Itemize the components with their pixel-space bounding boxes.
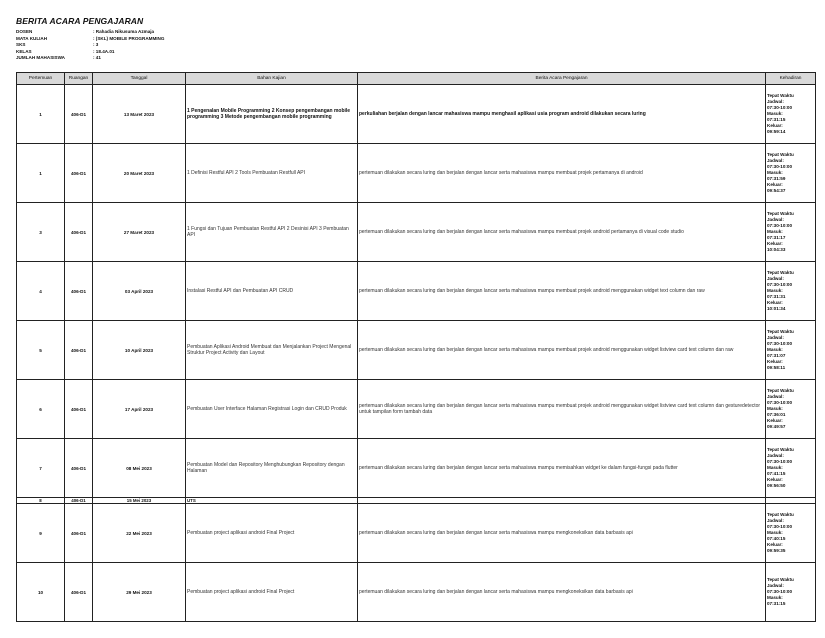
attendance-line: Tepat Waktu xyxy=(767,211,794,217)
page-title: BERITA ACARA PENGAJARAN xyxy=(16,16,144,26)
attendance-line: Masuk: xyxy=(767,530,783,536)
cell-kehadiran xyxy=(766,321,816,380)
cell-pertemuan: 8 xyxy=(17,498,65,504)
table-body xyxy=(17,85,816,622)
info-label: MATA KULIAH xyxy=(16,35,48,41)
cell-berita-acara: pertemuan dilakukan secara luring dan berjalan dengan lancar serta mahasiswa mampu membuat projek pertamanya di android xyxy=(358,144,766,203)
cell-tanggal: 27 Maret 2023 xyxy=(93,203,186,262)
attendance-line: 09:56:50 xyxy=(767,482,786,488)
attendance-line: Masuk: xyxy=(767,111,783,117)
attendance-line: 07:31:07 xyxy=(767,352,786,358)
cell-bahan-kajian: Pembuatan project aplikasi android Final Project xyxy=(186,504,358,563)
cell-tanggal: 15 Mei 2023 xyxy=(93,498,186,504)
attendance-line: Tepat Waktu xyxy=(767,447,794,453)
cell-bahan-kajian: 1 Definisi Restful API 2 Tools Pembuatan Restfull API xyxy=(186,144,358,203)
attendance-line: Keluar: xyxy=(767,240,783,246)
cell-tanggal: 03 April 2023 xyxy=(93,262,186,321)
info-label: JUMLAH MAHASISWA xyxy=(16,55,65,61)
info-value: : 41 xyxy=(93,55,101,61)
info-row-dosen xyxy=(16,29,164,36)
attendance-line: Tepat Waktu xyxy=(767,93,794,99)
column-header-kehadiran: Kehadiran xyxy=(766,73,816,85)
attendance-line: 07:30-10:00 xyxy=(767,524,793,530)
attendance-line: 10:01:34 xyxy=(767,305,786,311)
attendance-line: Tepat Waktu xyxy=(767,270,794,276)
cell-bahan-kajian: UTS xyxy=(186,498,358,504)
cell-bahan-kajian: Instalasi Restful API dan Pembuatan API CRUD xyxy=(186,262,358,321)
cell-pertemuan: 7 xyxy=(17,439,65,498)
column-header-bahan-kajian: Bahan Kajian xyxy=(186,73,358,85)
column-header-pertemuan: Pertemuan xyxy=(17,73,65,85)
info-row-sks xyxy=(16,42,164,49)
cell-tanggal: 17 April 2023 xyxy=(93,380,186,439)
cell-kehadiran xyxy=(766,85,816,144)
column-header-berita-acara: Berita Acara Pengajaran xyxy=(358,73,766,85)
cell-ruangan: 406-D1 xyxy=(65,203,93,262)
attendance-line: 07:30-10:00 xyxy=(767,282,793,288)
attendance-line: Keluar: xyxy=(767,476,783,482)
info-label: DOSEN xyxy=(16,29,33,34)
cell-pertemuan: 10 xyxy=(17,563,65,622)
cell-bahan-kajian: Pembuatan User Interface Halaman Registrasi Login dan CRUD Produk xyxy=(186,380,358,439)
cell-pertemuan: 1 xyxy=(17,144,65,203)
cell-ruangan: 406-D1 xyxy=(65,504,93,563)
attendance-line: Keluar: xyxy=(767,299,783,305)
attendance-line: 07:40:15 xyxy=(767,535,786,541)
info-label: SKS xyxy=(16,42,26,48)
attendance-line: 07:30-10:00 xyxy=(767,105,793,111)
info-row-mata-kuliah xyxy=(16,36,164,43)
attendance-line: Tepat Waktu xyxy=(767,577,794,583)
table-row xyxy=(17,144,816,203)
attendance-line: 07:30-10:00 xyxy=(767,459,793,465)
attendance-line: Jadwal: xyxy=(767,158,784,164)
attendance-line: Keluar: xyxy=(767,122,783,128)
cell-pertemuan: 6 xyxy=(17,380,65,439)
cell-kehadiran xyxy=(766,262,816,321)
table-row xyxy=(17,380,816,439)
attendance-line: 09:59:14 xyxy=(767,128,786,134)
attendance-line: Masuk: xyxy=(767,347,783,353)
attendance-line: Keluar: xyxy=(767,417,783,423)
attendance-line: 07:31:59 xyxy=(767,175,786,181)
attendance-line: Jadwal: xyxy=(767,394,784,400)
attendance-line: 07:30-10:00 xyxy=(767,589,793,595)
attendance-line: Jadwal: xyxy=(767,583,784,589)
attendance-line: Masuk: xyxy=(767,465,783,471)
cell-pertemuan: 3 xyxy=(17,203,65,262)
table-row xyxy=(17,504,816,563)
attendance-line: Masuk: xyxy=(767,229,783,235)
attendance-line: 07:30-10:00 xyxy=(767,341,793,347)
cell-bahan-kajian: 1 Fungsi dan Tujuan Pembuatan Restful API 2 Desinisi API 3 Pembuatan API xyxy=(186,203,358,262)
attendance-line: Masuk: xyxy=(767,170,783,176)
attendance-line: 07:36:01 xyxy=(767,411,786,417)
attendance-line: Tepat Waktu xyxy=(767,152,794,158)
cell-pertemuan: 4 xyxy=(17,262,65,321)
attendance-line: 09:49:57 xyxy=(767,423,786,429)
attendance-line: 07:30-10:00 xyxy=(767,223,793,229)
info-value: : 3 xyxy=(93,42,99,48)
cell-tanggal: 29 Mei 2023 xyxy=(93,563,186,622)
attendance-line: 07:41:15 xyxy=(767,470,786,476)
attendance-line: 07:31:31 xyxy=(767,293,786,299)
info-value: : 18.4A.01 xyxy=(93,48,115,54)
cell-kehadiran xyxy=(766,563,816,622)
cell-berita-acara: pertemuan dilakukan secara luring dan berjalan dengan lancar serta mahasiswa mampu mengkoneksikan data barbasis api xyxy=(358,504,766,563)
attendance-line: 07:30-10:00 xyxy=(767,400,793,406)
cell-pertemuan: 9 xyxy=(17,504,65,563)
table-row xyxy=(17,563,816,622)
attendance-line: Keluar: xyxy=(767,358,783,364)
cell-tanggal: 20 Maret 2023 xyxy=(93,144,186,203)
cell-berita-acara: perkuliahan berjalan dengan lancar mahasiswa mampu menghasil aplikasi usia program android dilakukan secara luring xyxy=(358,85,766,144)
cell-berita-acara: pertemuan dilakukan secara luring dan berjalan dengan lancar serta mahasiswa mampu memisahkan widget ke dalam fungsi-fungsi pada flutter xyxy=(358,439,766,498)
table-row xyxy=(17,203,816,262)
cell-ruangan: 406-D1 xyxy=(65,498,93,504)
column-header-tanggal: Tanggal xyxy=(93,73,186,85)
cell-berita-acara: pertemuan dilakukan secara luring dan berjalan dengan lancar serta mahasiswa mampu membuat projek android menggunakan widget listview card text column dan raw xyxy=(358,321,766,380)
table-row xyxy=(17,439,816,498)
cell-ruangan: 406-D1 xyxy=(65,85,93,144)
cell-bahan-kajian: Pembuatan Aplikasi Android Membuat dan Menjalankan Project Mengenal Struktur Project Activity dan Layout xyxy=(186,321,358,380)
attendance-line: Keluar: xyxy=(767,181,783,187)
attendance-line: 07:31:17 xyxy=(767,234,786,240)
cell-kehadiran xyxy=(766,203,816,262)
attendance-line: 07:31:15 xyxy=(767,116,786,122)
cell-berita-acara: pertemuan dilakukan secara luring dan berjalan dengan lancar serta mahasiswa mampu mengkoneksikan data barbasis api xyxy=(358,563,766,622)
attendance-line: Jadwal: xyxy=(767,518,784,524)
table-row xyxy=(17,321,816,380)
cell-tanggal: 22 Mei 2023 xyxy=(93,504,186,563)
attendance-line: Masuk: xyxy=(767,406,783,412)
attendance-line: Jadwal: xyxy=(767,335,784,341)
table-header-row xyxy=(17,73,816,85)
attendance-line: 09:59:35 xyxy=(767,547,786,553)
cell-kehadiran xyxy=(766,380,816,439)
cell-kehadiran xyxy=(766,504,816,563)
cell-pertemuan: 5 xyxy=(17,321,65,380)
cell-berita-acara: pertemuan dilakukan secara luring dan berjalan dengan lancar serta mahasiswa mampu membuat projek android pertamanya di visual code studio xyxy=(358,203,766,262)
attendance-line: Masuk: xyxy=(767,288,783,294)
info-label: KELAS xyxy=(16,48,32,54)
attendance-line: 07:30-10:00 xyxy=(767,164,793,170)
cell-ruangan: 406-D1 xyxy=(65,262,93,321)
attendance-line: 09:58:11 xyxy=(767,364,786,370)
info-value: : (SKL) MOBILE PROGRAMMING xyxy=(93,35,165,41)
attendance-line: Tepat Waktu xyxy=(767,388,794,394)
cell-tanggal: 10 April 2023 xyxy=(93,321,186,380)
cell-ruangan: 406-D1 xyxy=(65,144,93,203)
cell-pertemuan: 1 xyxy=(17,85,65,144)
attendance-line: 09:54:37 xyxy=(767,187,786,193)
cell-ruangan: 406-D1 xyxy=(65,439,93,498)
info-row-jumlah-mahasiswa xyxy=(16,55,164,62)
attendance-line: Tepat Waktu xyxy=(767,329,794,335)
cell-tanggal: 13 Maret 2023 xyxy=(93,85,186,144)
cell-kehadiran xyxy=(766,144,816,203)
attendance-line: 10:04:33 xyxy=(767,246,786,252)
cell-kehadiran xyxy=(766,439,816,498)
cell-ruangan: 406-D1 xyxy=(65,563,93,622)
attendance-line: Jadwal: xyxy=(767,217,784,223)
cell-ruangan: 406-D1 xyxy=(65,380,93,439)
cell-ruangan: 406-D1 xyxy=(65,321,93,380)
attendance-line: Jadwal: xyxy=(767,99,784,105)
info-value: : Rahadia Nikusuma Azmaja xyxy=(93,29,155,34)
attendance-line: Masuk: xyxy=(767,594,783,600)
attendance-line: Keluar: xyxy=(767,541,783,547)
cell-tanggal: 08 Mei 2023 xyxy=(93,439,186,498)
cell-bahan-kajian: Pembuatan Model dan Repository Menghubungkan Repository dengan Halaman xyxy=(186,439,358,498)
attendance-line: Jadwal: xyxy=(767,276,784,282)
course-info xyxy=(16,29,164,62)
column-header-ruangan: Ruangan xyxy=(65,73,93,85)
attendance-line: Jadwal: xyxy=(767,453,784,459)
attendance-table xyxy=(16,72,816,622)
table-row xyxy=(17,85,816,144)
cell-bahan-kajian: Pembuatan project aplikasi android Final Project xyxy=(186,563,358,622)
table-row xyxy=(17,262,816,321)
attendance-line: 07:31:15 xyxy=(767,600,786,606)
attendance-line: Tepat Waktu xyxy=(767,512,794,518)
cell-bahan-kajian: 1 Pengenalan Mobile Programming 2 Konsep pengembangan mobile programming 3 Metode pengembangan mobile programming xyxy=(186,85,358,144)
info-row-kelas xyxy=(16,49,164,56)
cell-berita-acara: pertemuan dilakukan secara luring dan berjalan dengan lancar serta mahasiswa mampu membuat projek android menggunakan widget text column dan raw xyxy=(358,262,766,321)
cell-berita-acara: pertemuan dilakukan secara luring dan berjalan dengan lancar serta mahasiswa mampu membuat projek android menggunakan widget listview card text column dan gesturedetector untuk tampilan form tambah data xyxy=(358,380,766,439)
